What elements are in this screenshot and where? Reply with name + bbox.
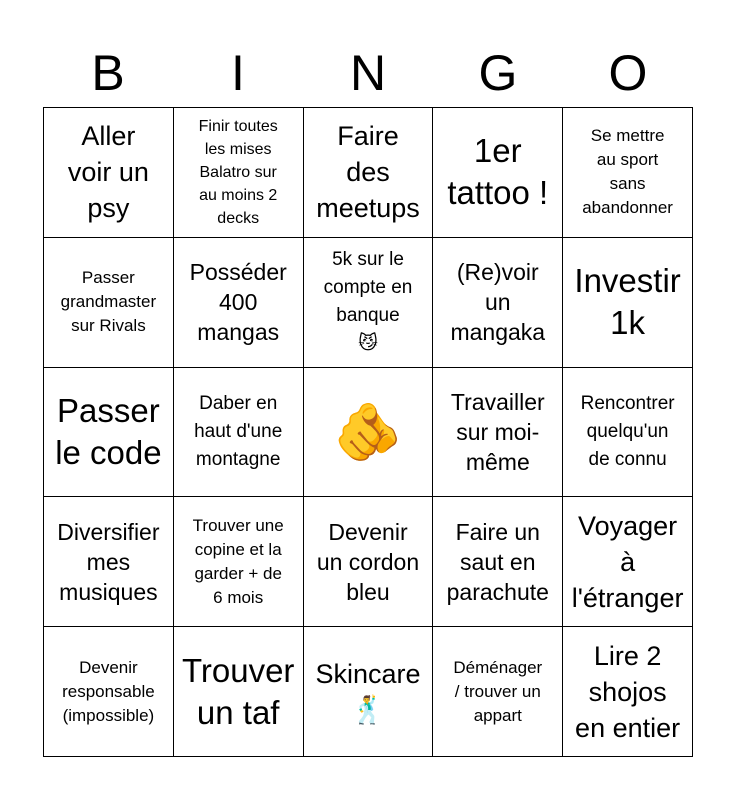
header-letter-i: I — [231, 45, 245, 101]
bingo-cell-label: Devenir un cordon bleu — [316, 518, 420, 605]
bingo-cell-label: Rencontrer quelqu'un de connu — [580, 392, 675, 470]
bingo-cell-label: Travailler sur moi- même — [450, 388, 545, 475]
bingo-cell-label: Aller voir un psy — [67, 121, 149, 224]
bingo-cell-label: Trouver une copine et la garder + de 6 mois — [192, 515, 284, 607]
bingo-cell[interactable] — [563, 627, 693, 757]
bingo-free-cell[interactable] — [304, 368, 434, 498]
bingo-cell-label: Voyager à l'étranger — [571, 510, 684, 613]
bingo-cell[interactable] — [44, 368, 174, 498]
bingo-cell-label: Lire 2 shojos en entier — [575, 640, 681, 743]
bingo-cell[interactable] — [563, 238, 693, 368]
bingo-cell-label: Posséder 400 mangas — [189, 259, 287, 346]
bingo-cell-label: Se mettre au sport sans abandonner — [582, 126, 673, 218]
header-letter-g: G — [478, 45, 518, 101]
bingo-cell[interactable] — [174, 238, 304, 368]
bingo-cell[interactable] — [563, 108, 693, 238]
bingo-cell[interactable] — [44, 238, 174, 368]
bingo-cell[interactable] — [44, 108, 174, 238]
header-letter-o: O — [608, 45, 648, 101]
bingo-cell[interactable] — [174, 627, 304, 757]
bingo-cell-label: 1er tattoo ! — [447, 132, 549, 212]
bingo-cell-label: Passer le code — [55, 391, 162, 471]
bingo-cell[interactable] — [174, 368, 304, 498]
bingo-cell[interactable] — [174, 108, 304, 238]
pointing-hand-icon: 🫵 — [333, 399, 403, 463]
header-letter-b: B — [91, 45, 125, 101]
bingo-cell-label: Devenir responsable (impossible) — [62, 657, 155, 725]
bingo-cell-label: Finir toutes les mises Balatro sur au moins 2 decks — [198, 117, 278, 227]
bingo-cell[interactable] — [563, 368, 693, 498]
bingo-cell[interactable] — [174, 497, 304, 627]
bingo-cell[interactable] — [433, 108, 563, 238]
header-letter-n: N — [349, 45, 387, 101]
bingo-cell[interactable] — [304, 497, 434, 627]
bingo-cell-label: (Re)voir un mangaka — [450, 259, 546, 346]
bingo-cell-label: Skincare 🕺 — [315, 658, 421, 725]
bingo-cell[interactable] — [433, 497, 563, 627]
bingo-cell[interactable] — [44, 627, 174, 757]
bingo-cell-label: Daber en haut d'une montagne — [194, 392, 283, 470]
bingo-cell-label: Trouver un taf — [181, 651, 295, 731]
bingo-cell[interactable] — [433, 627, 563, 757]
bingo-cell-label: Déménager / trouver un appart — [453, 657, 543, 725]
bingo-header — [43, 38, 693, 108]
bingo-cell[interactable] — [433, 368, 563, 498]
bingo-cell[interactable] — [563, 497, 693, 627]
bingo-cell-label: Faire un saut en parachute — [446, 518, 549, 605]
bingo-cell[interactable] — [433, 238, 563, 368]
bingo-cell[interactable] — [304, 238, 434, 368]
bingo-cell-label: Diversifier mes musiques — [57, 518, 160, 605]
bingo-cell[interactable] — [304, 108, 434, 238]
bingo-cell-label: Investir 1k — [574, 262, 681, 342]
bingo-cell-label: Faire des meetups — [316, 121, 420, 224]
bingo-grid — [43, 107, 693, 757]
bingo-cell-label: 5k sur le compte en banque 😼 — [323, 249, 413, 355]
bingo-cell[interactable] — [44, 497, 174, 627]
bingo-cell[interactable] — [304, 627, 434, 757]
bingo-cell-label: Passer grandmaster sur Rivals — [60, 268, 157, 336]
